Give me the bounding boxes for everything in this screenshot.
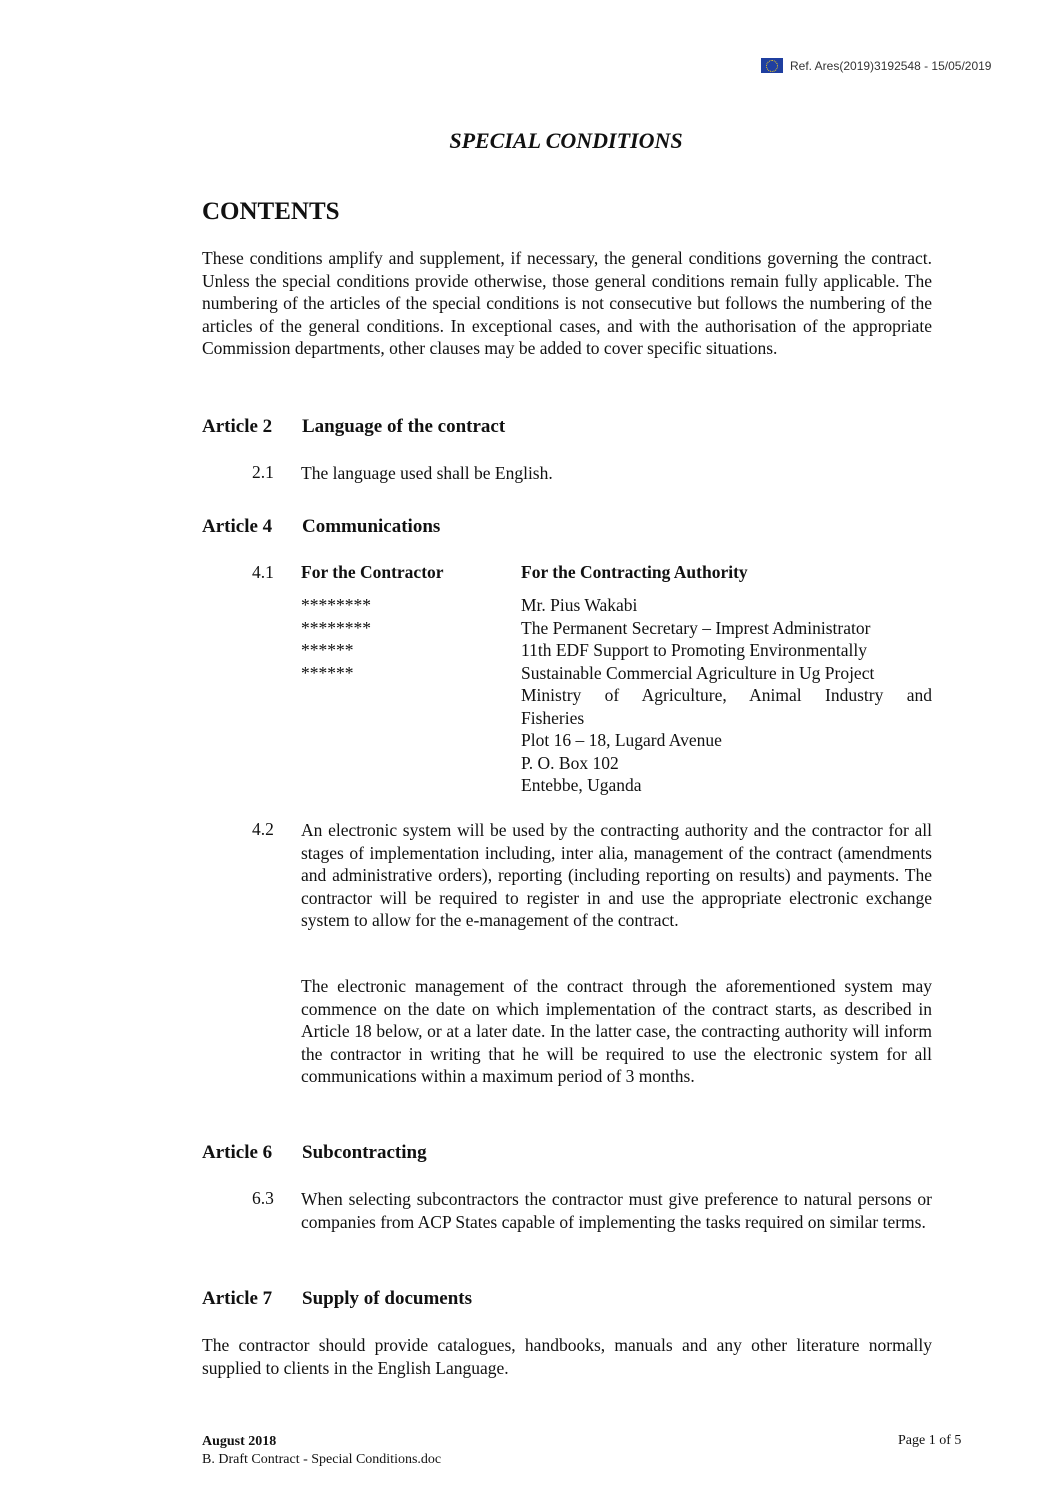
address-line: ******** — [301, 617, 371, 638]
address-line: P. O. Box 102 — [521, 752, 619, 773]
article-2-heading — [202, 416, 505, 438]
contractor-heading: For the Contractor — [301, 562, 444, 582]
article-title: Subcontracting — [302, 1142, 427, 1163]
clause-text: The language used shall be English. — [301, 463, 553, 483]
page-title: SPECIAL CONDITIONS — [449, 128, 683, 153]
clause-text: An electronic system will be used by the contracting authority and the contractor for all stages of implementation including, inter alia, management of the contract (amendments and administrative orders), reporting (including reporting on results) and payments. The contractor will be required to register in and use the appropriate electronic exchange system to allow for the e-management of the contract. — [301, 820, 932, 930]
eu-flag-icon — [761, 58, 783, 73]
article-number: Article 6 — [202, 1142, 273, 1163]
article-6-heading — [202, 1142, 427, 1164]
clause-number: 6.3 — [252, 1188, 274, 1208]
article-body: The contractor should provide catalogues, handbooks, manuals and any other literature normally supplied to clients in the English Language. — [202, 1335, 932, 1378]
article-4-heading — [202, 516, 440, 538]
address-line: ****** — [301, 662, 354, 683]
clause-text: When selecting subcontractors the contractor must give preference to natural persons or companies from ACP States capable of implementing the tasks required on similar terms. — [301, 1189, 932, 1232]
address-line: Fisheries — [521, 707, 585, 728]
address-line: ****** — [301, 640, 354, 660]
clause-number: 4.2 — [252, 819, 274, 839]
intro-paragraph: These conditions amplify and supplement, if necessary, the general conditions governing the contract. Unless the special conditions provide otherwise, those general conditions remain fully applicable. The numbering of the articles of the special conditions is not consecutive but follows the numbering of the articles of the general conditions. In exceptional cases, and with the authorisation of the appropriate Commission departments, other clauses may be added to cover specific situations. — [202, 248, 932, 358]
reference-stamp — [761, 58, 991, 73]
address-line: Plot 16 – 18, Lugard Avenue — [521, 730, 722, 750]
page-number: Page 1 of 5 — [898, 1433, 962, 1448]
footer-date: August 2018 — [202, 1434, 277, 1449]
clause-number: 2.1 — [252, 462, 274, 482]
address-line: ******** — [301, 595, 371, 615]
authority-address — [521, 594, 932, 797]
footer-left — [202, 1433, 441, 1469]
reference-text: Ref. Ares(2019)3192548 - 15/05/2019 — [790, 58, 992, 73]
authority-heading: For the Contracting Authority — [521, 562, 748, 582]
address-line: Entebbe, Uganda — [521, 775, 642, 795]
clause-number: 4.1 — [252, 562, 274, 582]
address-line: Ministry of Agriculture, Animal Industry and — [521, 685, 932, 705]
article-7-heading — [202, 1288, 472, 1310]
address-line: Mr. Pius Wakabi — [521, 595, 638, 615]
article-number: Article 4 — [202, 516, 273, 537]
contents-heading: CONTENTS — [202, 198, 340, 225]
article-title: Supply of documents — [302, 1288, 472, 1309]
article-number: Article 7 — [202, 1288, 273, 1309]
contractor-address — [301, 594, 371, 684]
address-line: The Permanent Secretary – Imprest Administrator — [521, 617, 871, 638]
address-line: 11th EDF Support to Promoting Environmentally — [521, 640, 867, 660]
footer-filename: B. Draft Contract - Special Conditions.doc — [202, 1452, 442, 1467]
address-line: Sustainable Commercial Agriculture in Ug Project — [521, 662, 875, 683]
article-title: Language of the contract — [302, 416, 506, 437]
article-title: Communications — [302, 516, 441, 537]
clause-text-continued: The electronic management of the contract through the aforementioned system may commence on the date on which implementation of the contract starts, as described in Article 18 below, or at a later date. In the latter case, the contracting authority will inform the contractor in writing that he will be required to use the electronic system for all communications within a maximum period of 3 months. — [301, 976, 932, 1086]
article-number: Article 2 — [202, 416, 273, 437]
